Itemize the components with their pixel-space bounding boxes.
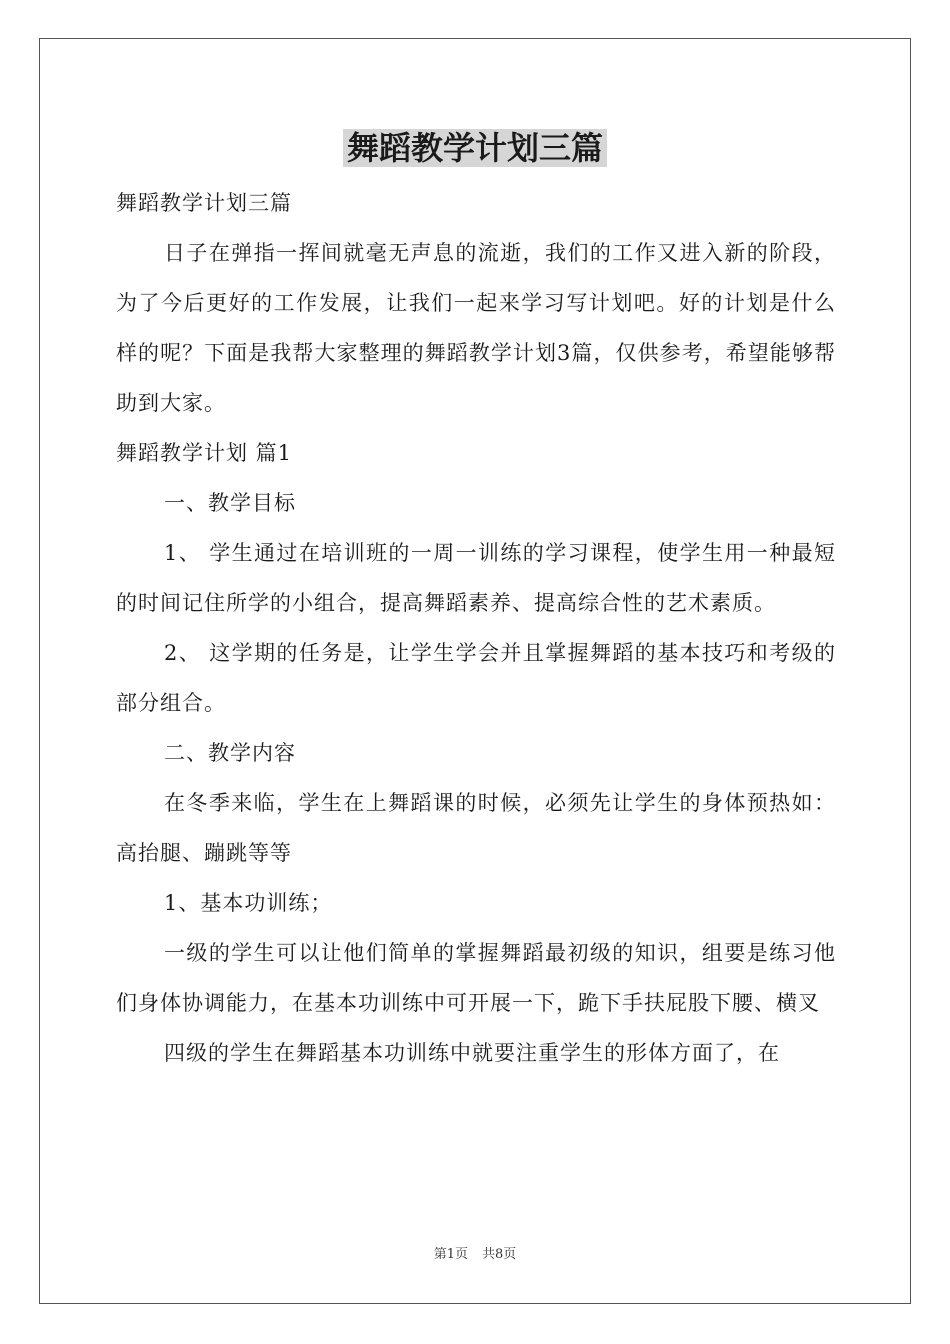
document-title: [0, 126, 950, 170]
heading-teaching-content: 二、教学内容: [164, 741, 296, 765]
paragraph-subtitle: 舞蹈教学计划三篇: [116, 191, 292, 215]
paragraph-level-4: 四级的学生在舞蹈基本功训练中就要注重学生的形体方面了，在: [164, 1041, 780, 1065]
paragraph-goal-1: 1、 学生通过在培训班的一周一训练的学习课程，使学生用一种最短的时间记住所学的小组合，提高舞蹈素养、提高综合性的艺术素质。: [116, 541, 836, 615]
paragraph-intro: 日子在弹指一挥间就毫无声息的流逝，我们的工作又进入新的阶段，为了今后更好的工作发展，让我们一起来学习写计划吧。好的计划是什么样的呢？下面是我帮大家整理的舞蹈教学计划3篇，仅供参考，希望能够帮助到大家。: [116, 241, 836, 415]
section-heading-part1: 舞蹈教学计划 篇1: [116, 441, 293, 465]
heading-teaching-goals: 一、教学目标: [164, 491, 296, 515]
page-footer: [0, 1246, 950, 1264]
heading-basic-training: 1、基本功训练；: [164, 891, 333, 915]
paragraph-warmup: 在冬季来临，学生在上舞蹈课的时候，必须先让学生的身体预热如：高抬腿、蹦跳等等: [116, 791, 836, 865]
page-total: 共8页: [482, 1247, 517, 1262]
document-title-text: 舞蹈教学计划三篇: [343, 129, 607, 167]
document-body: [116, 178, 836, 1078]
paragraph-goal-2: 2、 这学期的任务是，让学生学会并且掌握舞蹈的基本技巧和考级的部分组合。: [116, 641, 836, 715]
page-number: 第1页: [433, 1247, 468, 1262]
paragraph-level-1: 一级的学生可以让他们简单的掌握舞蹈最初级的知识，组要是练习他们身体协调能力，在基本功训练中可开展一下，跪下手扶屁股下腰、横叉: [116, 941, 836, 1015]
